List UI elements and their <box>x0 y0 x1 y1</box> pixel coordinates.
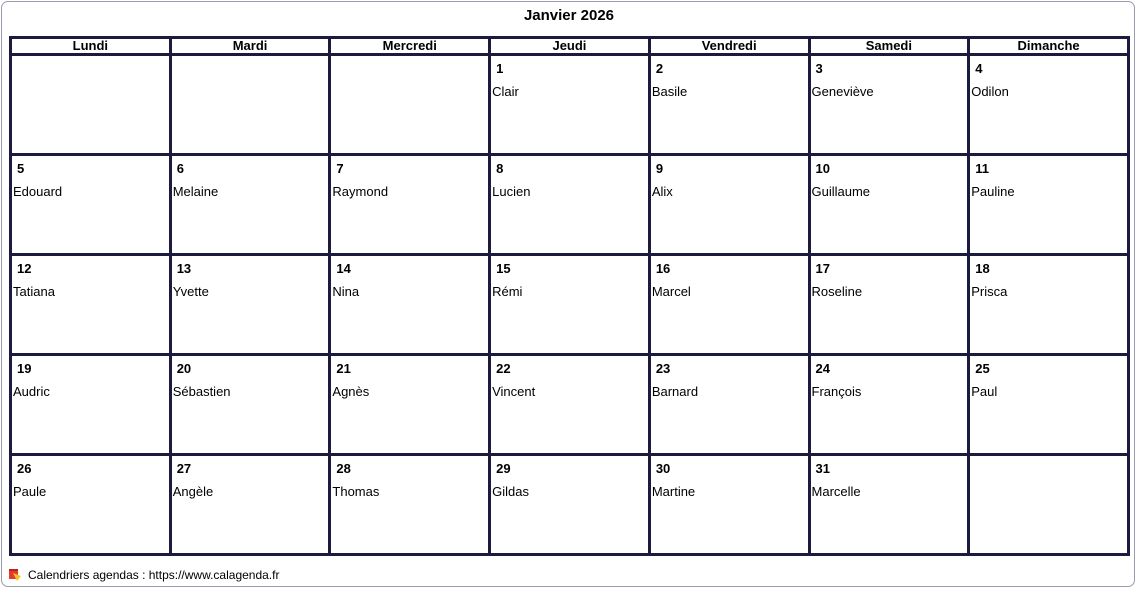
saint-name: Edouard <box>13 184 63 199</box>
saint-name: Martine <box>651 484 696 499</box>
saint-name: Marcel <box>651 284 691 299</box>
day-cell <box>170 55 330 155</box>
day-cell <box>330 255 490 355</box>
day-cell <box>490 455 650 555</box>
saint-name: Lucien <box>492 184 531 199</box>
day-number: 1 <box>496 61 504 76</box>
day-number: 16 <box>655 261 671 276</box>
saint-name: Sébastien <box>172 384 231 399</box>
day-number: 2 <box>655 61 664 76</box>
day-number: 27 <box>176 461 192 476</box>
day-cell <box>11 55 171 155</box>
saint-name: Angèle <box>172 484 214 499</box>
week-row <box>11 455 1129 555</box>
day-cell <box>809 455 969 555</box>
saint-name: Rémi <box>492 284 523 299</box>
day-cell <box>11 355 171 455</box>
saint-name: Paul <box>971 384 998 399</box>
day-number: 22 <box>496 361 511 376</box>
saint-name: Gildas <box>492 484 529 499</box>
saint-name: Thomas <box>332 484 380 499</box>
day-cell <box>170 355 330 455</box>
saint-name: Raymond <box>332 184 389 199</box>
day-cell <box>969 55 1129 155</box>
day-cell <box>11 155 171 255</box>
saint-name: Yvette <box>172 284 209 299</box>
saint-name: Tatiana <box>13 284 55 299</box>
day-number: 5 <box>17 161 25 176</box>
saint-name: Audric <box>13 384 50 399</box>
day-cell <box>170 455 330 555</box>
day-number: 21 <box>336 361 351 376</box>
day-number: 11 <box>975 161 989 176</box>
day-number: 6 <box>176 161 184 176</box>
day-cell <box>330 455 490 555</box>
day-number: 26 <box>17 461 32 476</box>
week-row <box>11 355 1129 455</box>
saint-name: Geneviève <box>811 84 874 99</box>
day-cell <box>649 455 809 555</box>
weekday-header: Jeudi <box>490 38 650 55</box>
footer-link[interactable]: Calendriers agendas : https://www.calagenda.fr <box>28 568 280 582</box>
day-cell <box>649 55 809 155</box>
day-cell <box>330 55 490 155</box>
day-cell <box>809 155 969 255</box>
weekday-header: Mardi <box>170 38 330 55</box>
day-cell <box>649 355 809 455</box>
weekday-header: Vendredi <box>649 38 809 55</box>
day-cell <box>969 255 1129 355</box>
calendar-title: Janvier 2026 <box>523 7 615 24</box>
day-number: 7 <box>336 161 344 176</box>
day-number: 9 <box>655 161 664 176</box>
weekday-header: Samedi <box>809 38 969 55</box>
day-cell <box>649 155 809 255</box>
day-number: 13 <box>176 261 192 276</box>
day-cell <box>11 455 171 555</box>
week-row <box>11 155 1129 255</box>
week-row <box>11 255 1129 355</box>
day-cell <box>11 255 171 355</box>
day-cell <box>170 255 330 355</box>
weekday-header-row <box>11 38 1129 55</box>
saint-name: François <box>811 384 862 399</box>
saint-name: Guillaume <box>811 184 871 199</box>
day-number: 30 <box>655 461 671 476</box>
day-cell <box>649 255 809 355</box>
day-number: 3 <box>815 61 823 76</box>
saint-name: Prisca <box>971 284 1008 299</box>
day-number: 15 <box>496 261 511 276</box>
saint-name: Vincent <box>492 384 536 399</box>
day-cell <box>969 355 1129 455</box>
saint-name: Roseline <box>811 284 863 299</box>
day-number: 10 <box>815 161 830 176</box>
weekday-header: Dimanche <box>969 38 1129 55</box>
day-cell <box>490 55 650 155</box>
day-cell <box>969 455 1129 555</box>
day-number: 25 <box>975 361 990 376</box>
day-number: 29 <box>496 461 511 476</box>
day-cell <box>809 255 969 355</box>
day-number: 8 <box>496 161 504 176</box>
saint-name: Nina <box>332 284 360 299</box>
calendar-grid <box>9 36 1130 556</box>
day-number: 23 <box>655 361 671 376</box>
saint-name: Basile <box>651 84 688 99</box>
day-cell <box>969 155 1129 255</box>
week-row <box>11 55 1129 155</box>
day-cell <box>170 155 330 255</box>
day-cell <box>809 355 969 455</box>
day-cell <box>490 355 650 455</box>
saint-name: Alix <box>651 184 673 199</box>
day-number: 14 <box>336 261 351 276</box>
day-number: 18 <box>975 261 990 276</box>
day-cell <box>490 155 650 255</box>
day-number: 20 <box>176 361 192 376</box>
saint-name: Agnès <box>332 384 370 399</box>
day-number: 19 <box>17 361 32 376</box>
saint-name: Paule <box>13 484 47 499</box>
saint-name: Pauline <box>971 184 1015 199</box>
day-number: 4 <box>975 61 983 76</box>
weekday-header: Mercredi <box>330 38 490 55</box>
saint-name: Clair <box>492 84 519 99</box>
footer <box>8 566 279 584</box>
calagenda-logo-icon <box>8 568 22 582</box>
day-cell <box>330 155 490 255</box>
day-cell <box>490 255 650 355</box>
saint-name: Marcelle <box>811 484 861 499</box>
weekday-header: Lundi <box>11 38 171 55</box>
saint-name: Barnard <box>651 384 699 399</box>
day-number: 17 <box>815 261 830 276</box>
day-number: 24 <box>815 361 830 376</box>
day-number: 12 <box>17 261 32 276</box>
day-cell <box>330 355 490 455</box>
day-number: 31 <box>815 461 830 476</box>
day-cell <box>809 55 969 155</box>
saint-name: Odilon <box>971 84 1009 99</box>
saint-name: Melaine <box>172 184 219 199</box>
day-number: 28 <box>336 461 351 476</box>
